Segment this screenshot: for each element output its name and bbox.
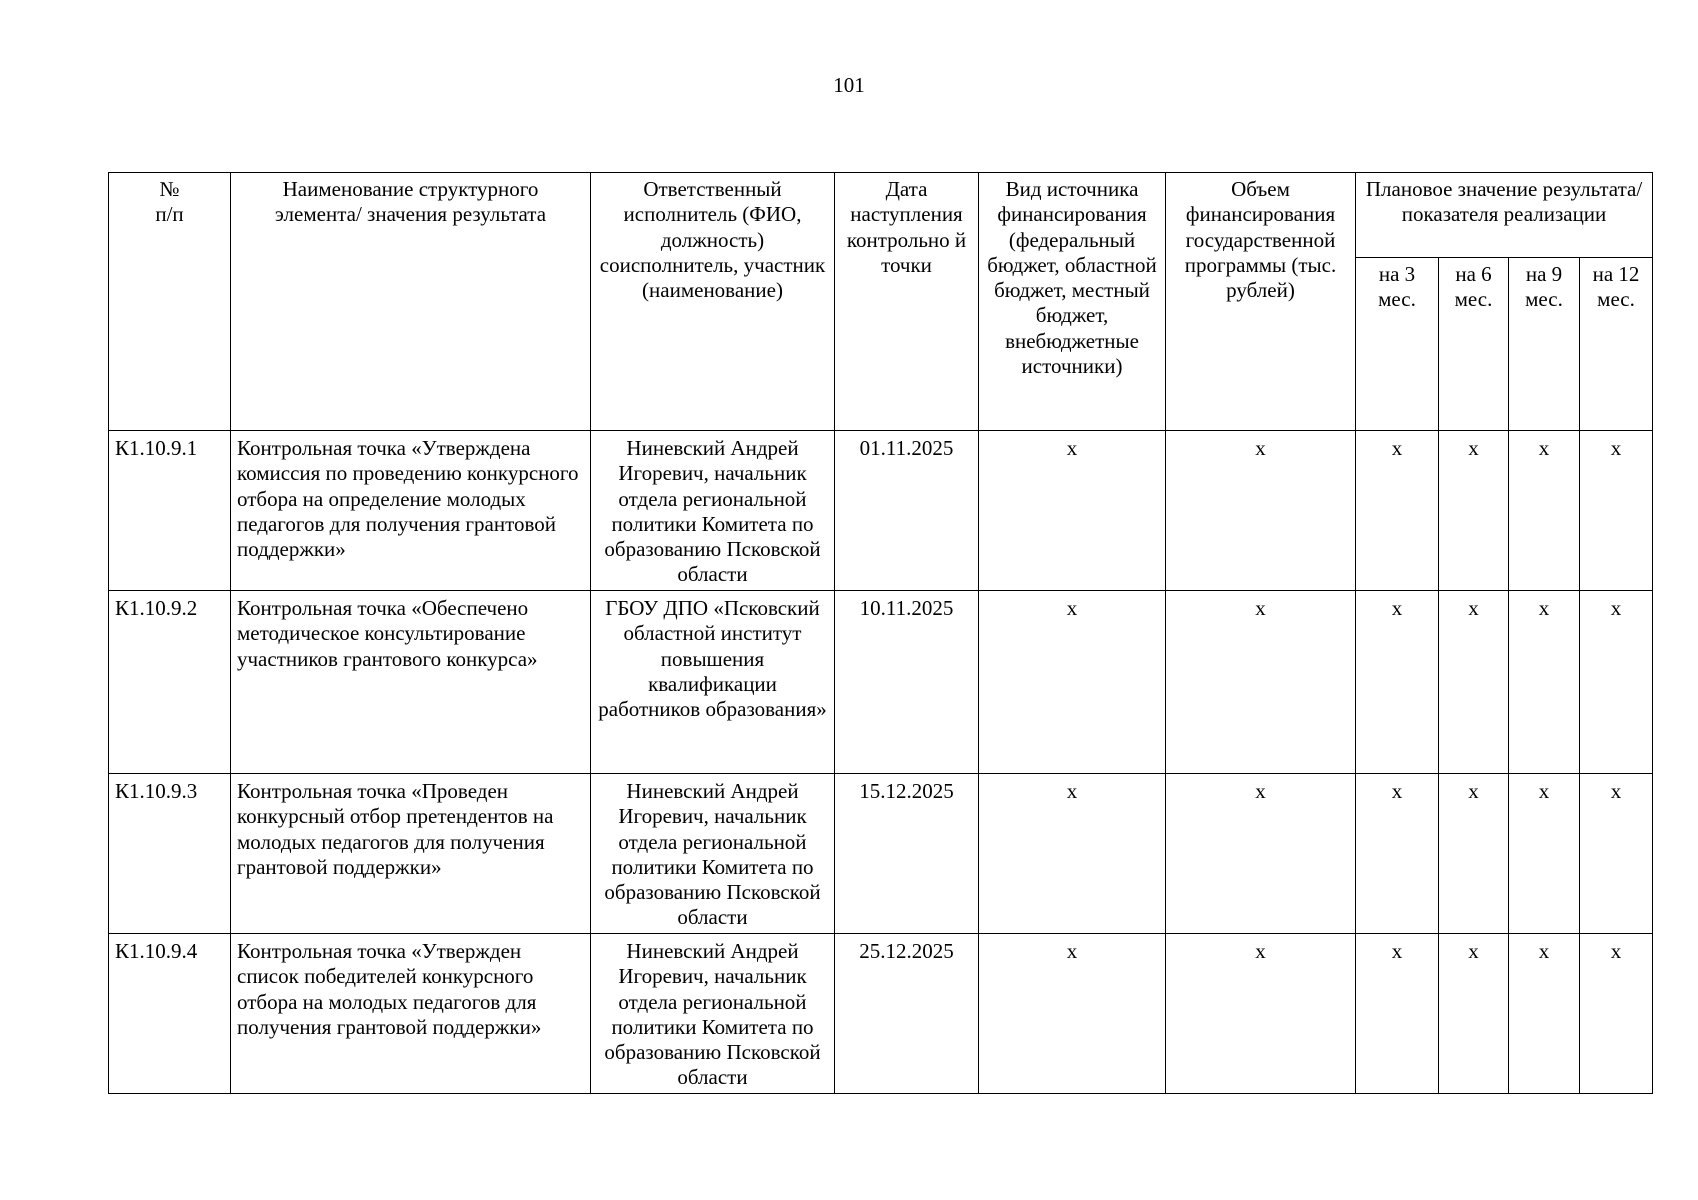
- row-q12: х: [1580, 774, 1653, 934]
- header-planned: [1356, 173, 1653, 258]
- row-num: К1.10.9.4: [109, 934, 231, 1094]
- row-source: х: [979, 431, 1166, 591]
- header-planned-label: Плановое значение результата/показателя реализации: [1365, 177, 1643, 227]
- header-num: [109, 173, 231, 431]
- row-source: х: [979, 934, 1166, 1094]
- header-responsible-label: Ответственный исполнитель (ФИО, должность) соисполнитель, участник (наименование): [599, 177, 826, 303]
- row-responsible: Ниневский Андрей Игоревич, начальник отдела региональной политики Комитета по образованию Псковской области: [591, 934, 835, 1094]
- header-volume: [1166, 173, 1356, 431]
- row-q3: х: [1356, 431, 1439, 591]
- row-source: х: [979, 591, 1166, 774]
- row-responsible: ГБОУ ДПО «Псковский областной институт повышения квалификации работников образования»: [591, 591, 835, 774]
- table-header-row: [109, 173, 1653, 258]
- table-row: [109, 431, 1653, 591]
- table-row: [109, 774, 1653, 934]
- row-date: 10.11.2025: [835, 591, 979, 774]
- row-q9: х: [1509, 591, 1580, 774]
- row-q3: х: [1356, 774, 1439, 934]
- header-responsible: [591, 173, 835, 431]
- header-q6-label: на 6 мес.: [1454, 262, 1493, 312]
- row-q12: х: [1580, 934, 1653, 1094]
- row-name: Контрольная точка «Обеспечено методическое консультирование участников грантового конкурса»: [231, 591, 591, 774]
- row-q6: х: [1439, 934, 1509, 1094]
- row-q12: х: [1580, 591, 1653, 774]
- header-source-label: Вид источника финансирования (федеральный бюджет, областной бюджет, местный бюджет, внебюджетные источники): [987, 177, 1157, 379]
- row-volume: х: [1166, 591, 1356, 774]
- header-q9-label: на 9 мес.: [1525, 262, 1563, 312]
- row-responsible: Ниневский Андрей Игоревич, начальник отдела региональной политики Комитета по образованию Псковской области: [591, 774, 835, 934]
- row-q6: х: [1439, 431, 1509, 591]
- header-name-label: Наименование структурного элемента/ значения результата: [274, 177, 547, 227]
- row-q6: х: [1439, 774, 1509, 934]
- row-responsible: Ниневский Андрей Игоревич, начальник отдела региональной политики Комитета по образованию Псковской области: [591, 431, 835, 591]
- header-name: [231, 173, 591, 431]
- header-date-label: Дата наступления контрольно й точки: [846, 177, 967, 277]
- header-volume-label: Объем финансирования государственной программы (тыс. рублей): [1184, 177, 1337, 303]
- row-name: Контрольная точка «Утвержден список победителей конкурсного отбора на молодых педагогов для получения грантовой поддержки»: [231, 934, 591, 1094]
- header-num-label: № п/п: [155, 177, 184, 227]
- row-name: Контрольная точка «Проведен конкурсный отбор претендентов на молодых педагогов для получения грантовой поддержки»: [231, 774, 591, 934]
- row-volume: х: [1166, 774, 1356, 934]
- header-source: [979, 173, 1166, 431]
- row-name: Контрольная точка «Утверждена комиссия по проведению конкурсного отбора на определение молодых педагогов для получения грантовой поддержки»: [231, 431, 591, 591]
- row-date: 15.12.2025: [835, 774, 979, 934]
- row-date: 25.12.2025: [835, 934, 979, 1094]
- row-q3: х: [1356, 934, 1439, 1094]
- header-q6: [1439, 258, 1509, 431]
- row-q12: х: [1580, 431, 1653, 591]
- row-num: К1.10.9.3: [109, 774, 231, 934]
- row-num: К1.10.9.2: [109, 591, 231, 774]
- row-q9: х: [1509, 934, 1580, 1094]
- header-q3: [1356, 258, 1439, 431]
- row-volume: х: [1166, 431, 1356, 591]
- row-source: х: [979, 774, 1166, 934]
- page-number: 101: [833, 73, 865, 97]
- header-date: [835, 173, 979, 431]
- row-volume: х: [1166, 934, 1356, 1094]
- row-q6: х: [1439, 591, 1509, 774]
- header-q3-label: на 3 мес.: [1378, 262, 1416, 312]
- table-row: [109, 591, 1653, 774]
- control-points-table: [108, 172, 1653, 1094]
- header-q12: [1580, 258, 1653, 431]
- table-row: [109, 934, 1653, 1094]
- row-q9: х: [1509, 774, 1580, 934]
- header-q12-label: на 12 мес.: [1592, 262, 1640, 312]
- row-date: 01.11.2025: [835, 431, 979, 591]
- row-q9: х: [1509, 431, 1580, 591]
- header-q9: [1509, 258, 1580, 431]
- row-q3: х: [1356, 591, 1439, 774]
- row-num: К1.10.9.1: [109, 431, 231, 591]
